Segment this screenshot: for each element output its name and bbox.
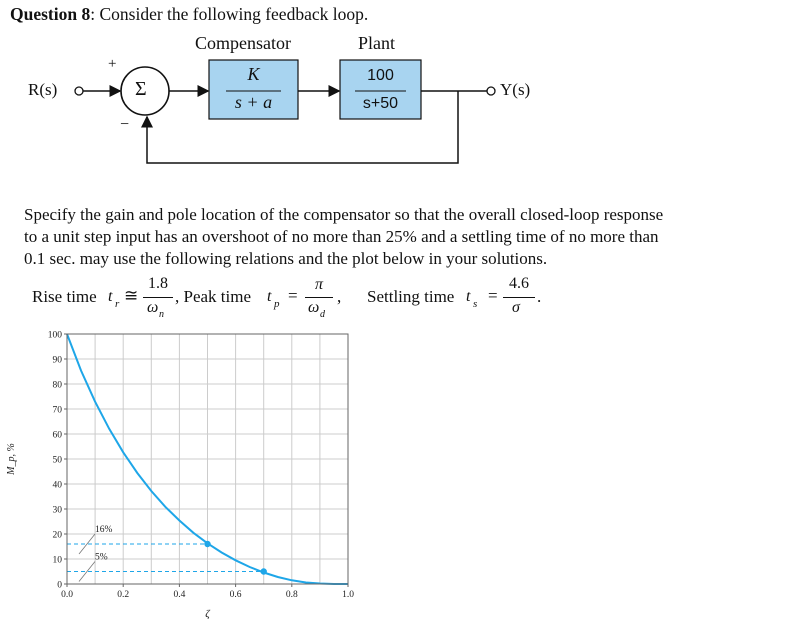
y-tick-label: 90 <box>52 355 62 366</box>
y-tick-label: 100 <box>47 330 62 341</box>
x-axis-title: ζ <box>205 608 210 620</box>
peak-time-label: , Peak time <box>175 287 252 306</box>
y-tick-label: 70 <box>52 405 62 416</box>
settling-time-sub: s <box>473 298 478 310</box>
rise-numerator: 1.8 <box>148 275 168 292</box>
input-terminal <box>75 87 83 95</box>
y-tick-label: 20 <box>52 530 62 541</box>
sigma-symbol: Σ <box>135 78 147 100</box>
peak-comma: , <box>337 287 342 306</box>
settling-time-relation: = <box>488 286 498 305</box>
peak-time-relation: = <box>288 286 298 305</box>
output-terminal <box>487 87 495 95</box>
settling-time-var: t <box>466 288 471 305</box>
y-tick-label: 0 <box>57 580 62 591</box>
peak-numerator: π <box>314 276 323 293</box>
rise-time-relation: ≅ <box>124 286 139 305</box>
problem-line-2: to a unit step input has an overshoot of no more than 25% and a settling time of no more than <box>24 227 659 246</box>
y-tick-label: 60 <box>52 430 62 441</box>
curve-marker-point <box>261 568 267 574</box>
settle-fraction-bar <box>503 297 535 298</box>
rise-time-sub: r <box>115 298 120 310</box>
question-number: Question 8 <box>10 4 91 24</box>
peak-time-var: t <box>267 288 272 305</box>
minus-sign: − <box>120 116 130 133</box>
curve-marker-point <box>204 541 210 547</box>
peak-fraction-bar <box>305 297 333 298</box>
plant-label: Plant <box>358 33 396 53</box>
compensator-label: Compensator <box>195 33 291 53</box>
question-text: : Consider the following feedback loop. <box>90 4 369 24</box>
settling-time-label: Settling time <box>367 287 455 306</box>
peak-time-sub: p <box>274 298 280 310</box>
chart-labels <box>6 331 354 621</box>
peak-denominator-sub: d <box>320 309 325 320</box>
problem-line-3: 0.1 sec. may use the following relations and the plot below in your solutions. <box>24 249 548 268</box>
reference-label: 16% <box>95 525 113 535</box>
y-tick-label: 30 <box>52 505 62 516</box>
y-tick-label: 40 <box>52 480 62 491</box>
rise-denominator-sub: n <box>159 309 164 320</box>
settle-period: . <box>537 287 542 306</box>
plant-denominator: s+50 <box>362 95 399 112</box>
overshoot-chart <box>0 320 380 621</box>
peak-denominator: ω <box>308 299 320 316</box>
rise-time-label: Rise time <box>32 287 97 306</box>
x-tick-label: 0.0 <box>61 590 73 600</box>
compensator-numerator: K <box>247 64 260 84</box>
settle-denominator: σ <box>512 299 520 316</box>
rise-fraction-bar <box>143 297 173 298</box>
feedback-block-diagram <box>0 0 804 180</box>
problem-line-1: Specify the gain and pole location of the compensator so that the overall closed-loop response <box>24 205 664 224</box>
plant-numerator: 100 <box>367 67 394 84</box>
y-tick-label: 10 <box>52 555 62 566</box>
y-tick-label: 80 <box>52 380 62 391</box>
input-label: R(s) <box>28 80 58 99</box>
rise-time-var: t <box>108 288 113 305</box>
x-tick-label: 0.2 <box>117 590 130 600</box>
y-tick-label: 50 <box>52 455 62 466</box>
x-tick-label: 1.0 <box>342 590 354 600</box>
settle-numerator: 4.6 <box>509 275 529 292</box>
x-tick-label: 0.4 <box>173 590 186 600</box>
x-tick-label: 0.6 <box>229 590 242 600</box>
output-label: Y(s) <box>500 80 531 99</box>
plus-sign: + <box>108 56 117 72</box>
rise-denominator: ω <box>147 299 159 316</box>
y-axis-title: M_p, % <box>6 443 17 475</box>
x-tick-label: 0.8 <box>285 590 298 600</box>
reference-label: 5% <box>95 552 108 563</box>
compensator-denominator: s + a <box>234 92 273 112</box>
chart-axes <box>64 334 348 587</box>
